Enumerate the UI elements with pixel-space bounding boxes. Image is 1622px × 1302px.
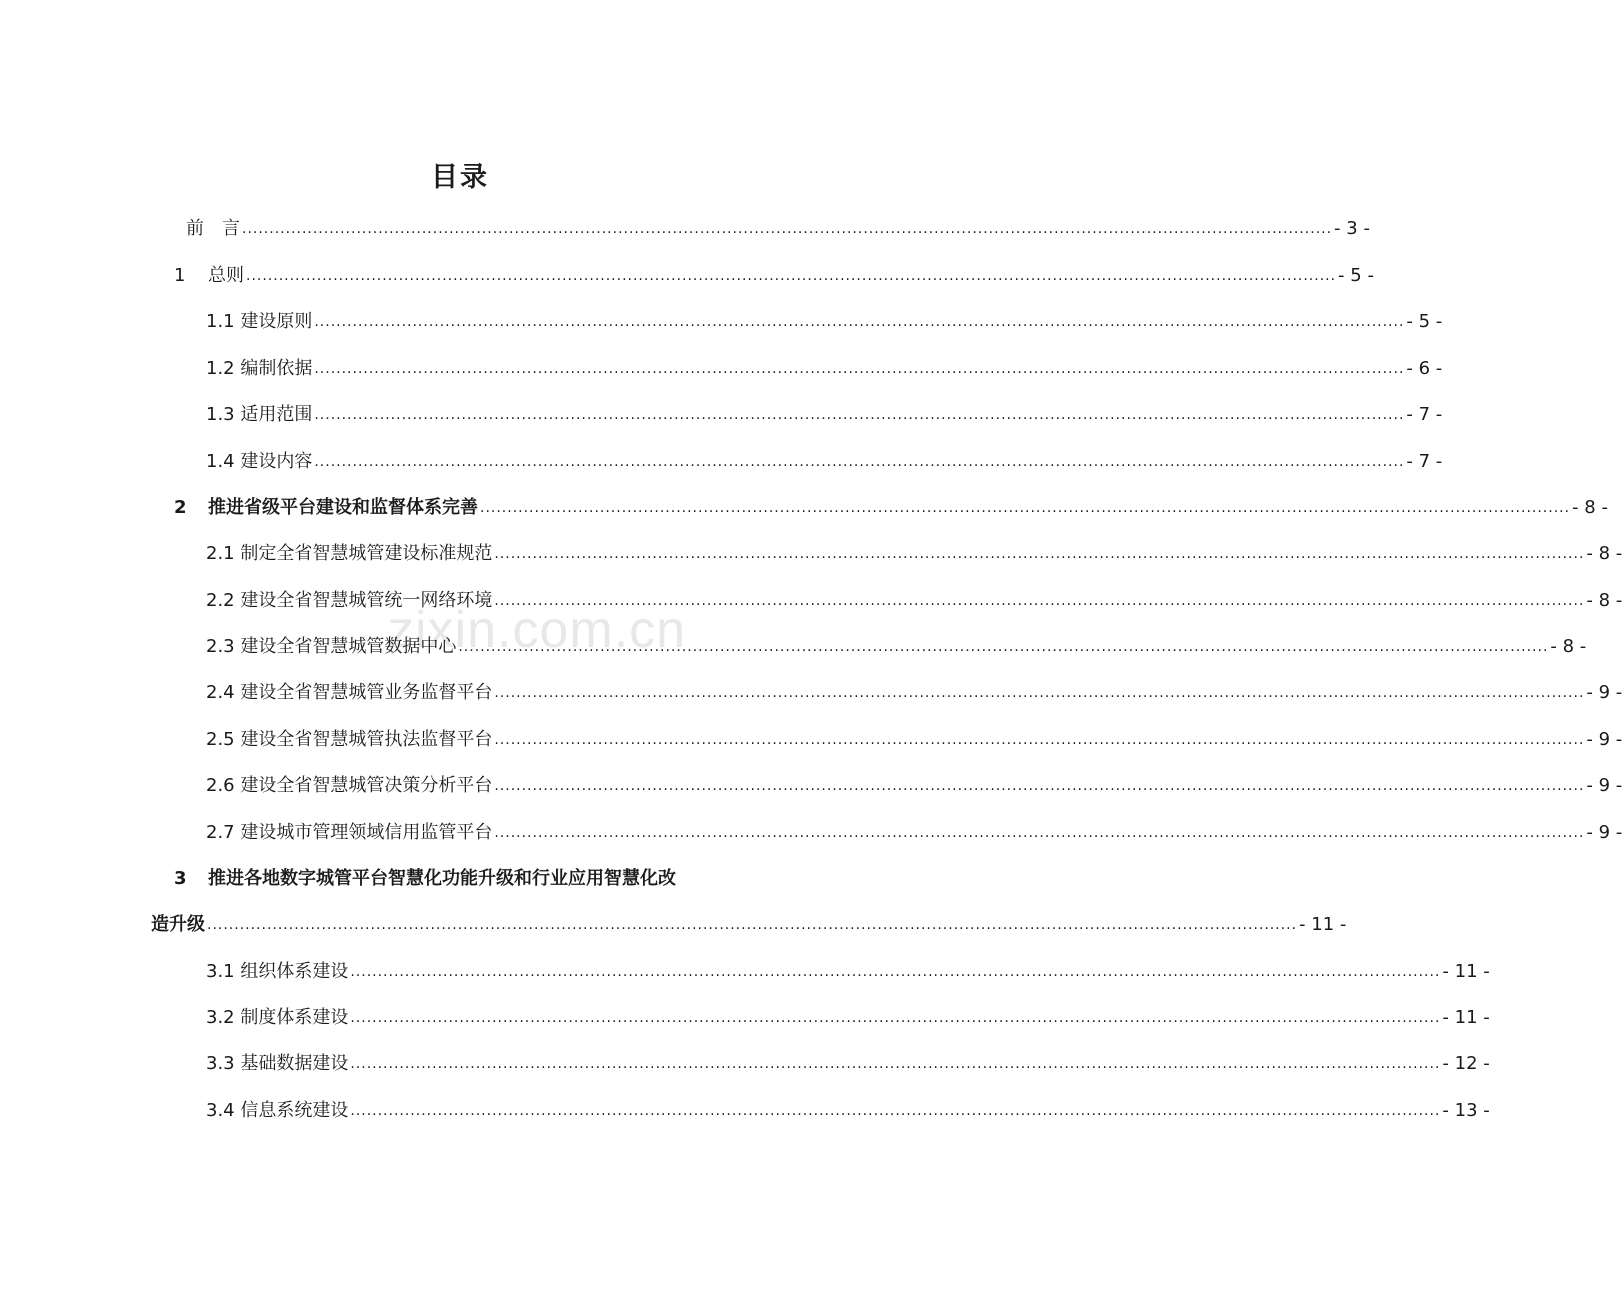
toc-chapter-number: 1 bbox=[174, 265, 186, 286]
toc-entry-label: 2.6 建设全省智慧城管决策分析平台 bbox=[206, 775, 493, 796]
toc-entry-page: - 6 - bbox=[1406, 358, 1443, 379]
toc-entry-page: - 7 - bbox=[1406, 451, 1443, 472]
toc-entry-page: - 5 - bbox=[1338, 265, 1374, 286]
dot-leader: ........................................................................................................................................................................................................ bbox=[494, 593, 1585, 609]
toc-entry-label: 3.2 制度体系建设 bbox=[206, 1007, 349, 1028]
toc-entry-label: 造升级 bbox=[151, 914, 205, 935]
toc-entry-2-3[interactable] bbox=[206, 633, 1587, 661]
toc-chapter-number: 3 bbox=[174, 868, 187, 889]
toc-entry-chapter-3-line1[interactable] bbox=[174, 865, 676, 893]
toc-entry-page: - 5 - bbox=[1406, 311, 1443, 332]
dot-leader: ........................................................................................................................................................................................................ bbox=[314, 361, 1405, 377]
toc-entry-page: - 9 - bbox=[1586, 822, 1622, 843]
dot-leader: ........................................................................................................................................................................................................ bbox=[494, 732, 1585, 748]
toc-entry-label: 总则 bbox=[208, 265, 244, 286]
dot-leader: ........................................................................................................................................................................................................ bbox=[494, 685, 1585, 701]
toc-entry-page: - 7 - bbox=[1406, 404, 1443, 425]
dot-leader: ........................................................................................................................................................................................................ bbox=[242, 221, 1333, 237]
toc-entry-2-5[interactable] bbox=[206, 726, 1622, 754]
toc-entry-3-2[interactable] bbox=[206, 1004, 1490, 1032]
toc-title: 目录 bbox=[431, 162, 489, 193]
toc-chapter-number: 2 bbox=[174, 497, 187, 518]
toc-entry-chapter-2[interactable] bbox=[174, 494, 1608, 522]
toc-entry-page: - 9 - bbox=[1586, 775, 1622, 796]
toc-entry-1-4[interactable] bbox=[206, 448, 1443, 476]
toc-entry-label: 2.5 建设全省智慧城管执法监督平台 bbox=[206, 729, 493, 750]
toc-entry-1-1[interactable] bbox=[206, 308, 1443, 336]
toc-entry-page: - 8 - bbox=[1550, 636, 1587, 657]
toc-entry-page: - 11 - bbox=[1299, 914, 1347, 935]
toc-entry-label: 1.1 建设原则 bbox=[206, 311, 313, 332]
toc-entry-2-4[interactable] bbox=[206, 679, 1622, 707]
toc-entry-page: - 3 - bbox=[1334, 218, 1370, 239]
dot-leader: ........................................................................................................................................................................................................ bbox=[350, 964, 1441, 980]
toc-entry-page: - 11 - bbox=[1442, 1007, 1490, 1028]
toc-entry-label: 2.4 建设全省智慧城管业务监督平台 bbox=[206, 682, 493, 703]
toc-entry-label: 前 言 bbox=[186, 218, 240, 239]
toc-entry-label: 3.3 基础数据建设 bbox=[206, 1053, 349, 1074]
dot-leader: ........................................................................................................................................................................................................ bbox=[350, 1010, 1441, 1026]
toc-entry-3-1[interactable] bbox=[206, 958, 1490, 986]
toc-entry-page: - 12 - bbox=[1442, 1053, 1490, 1074]
toc-entry-label: 2.2 建设全省智慧城管统一网络环境 bbox=[206, 590, 493, 611]
toc-entry-3-3[interactable] bbox=[206, 1050, 1490, 1078]
dot-leader: ........................................................................................................................................................................................................ bbox=[207, 917, 1298, 933]
dot-leader: ........................................................................................................................................................................................................ bbox=[314, 407, 1405, 423]
toc-entry-label: 1.2 编制依据 bbox=[206, 358, 313, 379]
dot-leader: ........................................................................................................................................................................................................ bbox=[350, 1056, 1441, 1072]
toc-entry-page: - 9 - bbox=[1586, 729, 1622, 750]
toc-entry-2-2[interactable] bbox=[206, 587, 1622, 615]
toc-entry-2-1[interactable] bbox=[206, 540, 1622, 568]
toc-entry-page: - 11 - bbox=[1442, 961, 1490, 982]
dot-leader: ........................................................................................................................................................................................................ bbox=[246, 268, 1337, 284]
toc-entry-page: - 13 - bbox=[1442, 1100, 1490, 1121]
toc-entry-label: 1.3 适用范围 bbox=[206, 404, 313, 425]
toc-entry-2-7[interactable] bbox=[206, 819, 1622, 847]
dot-leader: ........................................................................................................................................................................................................ bbox=[314, 314, 1405, 330]
watermark: zixin.com.cn bbox=[388, 601, 687, 659]
toc-entry-chapter-3[interactable] bbox=[151, 911, 1347, 939]
toc-entry-label: 3.4 信息系统建设 bbox=[206, 1100, 349, 1121]
dot-leader: ........................................................................................................................................................................................................ bbox=[458, 639, 1549, 655]
toc-entry-1-3[interactable] bbox=[206, 401, 1443, 429]
toc-entry-label: 推进省级平台建设和监督体系完善 bbox=[208, 497, 478, 518]
toc-entry-2-6[interactable] bbox=[206, 772, 1622, 800]
toc-entry-chapter-1[interactable] bbox=[174, 262, 1374, 290]
toc-entry-label: 2.1 制定全省智慧城管建设标准规范 bbox=[206, 543, 493, 564]
toc-entry-page: - 8 - bbox=[1586, 543, 1622, 564]
toc-entry-page: - 9 - bbox=[1586, 682, 1622, 703]
dot-leader: ........................................................................................................................................................................................................ bbox=[350, 1103, 1441, 1119]
toc-entry-label: 2.7 建设城市管理领域信用监管平台 bbox=[206, 822, 493, 843]
toc-entry-preface[interactable] bbox=[186, 215, 1370, 243]
toc-entry-1-2[interactable] bbox=[206, 355, 1443, 383]
toc-entry-page: - 8 - bbox=[1586, 590, 1622, 611]
toc-entry-label: 1.4 建设内容 bbox=[206, 451, 313, 472]
toc-entry-page: - 8 - bbox=[1572, 497, 1608, 518]
dot-leader: ........................................................................................................................................................................................................ bbox=[494, 825, 1585, 841]
toc-entry-label: 2.3 建设全省智慧城管数据中心 bbox=[206, 636, 457, 657]
dot-leader: ........................................................................................................................................................................................................ bbox=[480, 500, 1571, 516]
toc-entry-label: 推进各地数字城管平台智慧化功能升级和行业应用智慧化改 bbox=[208, 868, 676, 889]
dot-leader: ........................................................................................................................................................................................................ bbox=[314, 454, 1405, 470]
dot-leader: ........................................................................................................................................................................................................ bbox=[494, 778, 1585, 794]
toc-entry-label: 3.1 组织体系建设 bbox=[206, 961, 349, 982]
dot-leader: ........................................................................................................................................................................................................ bbox=[494, 546, 1585, 562]
toc-entry-3-4[interactable] bbox=[206, 1097, 1490, 1125]
